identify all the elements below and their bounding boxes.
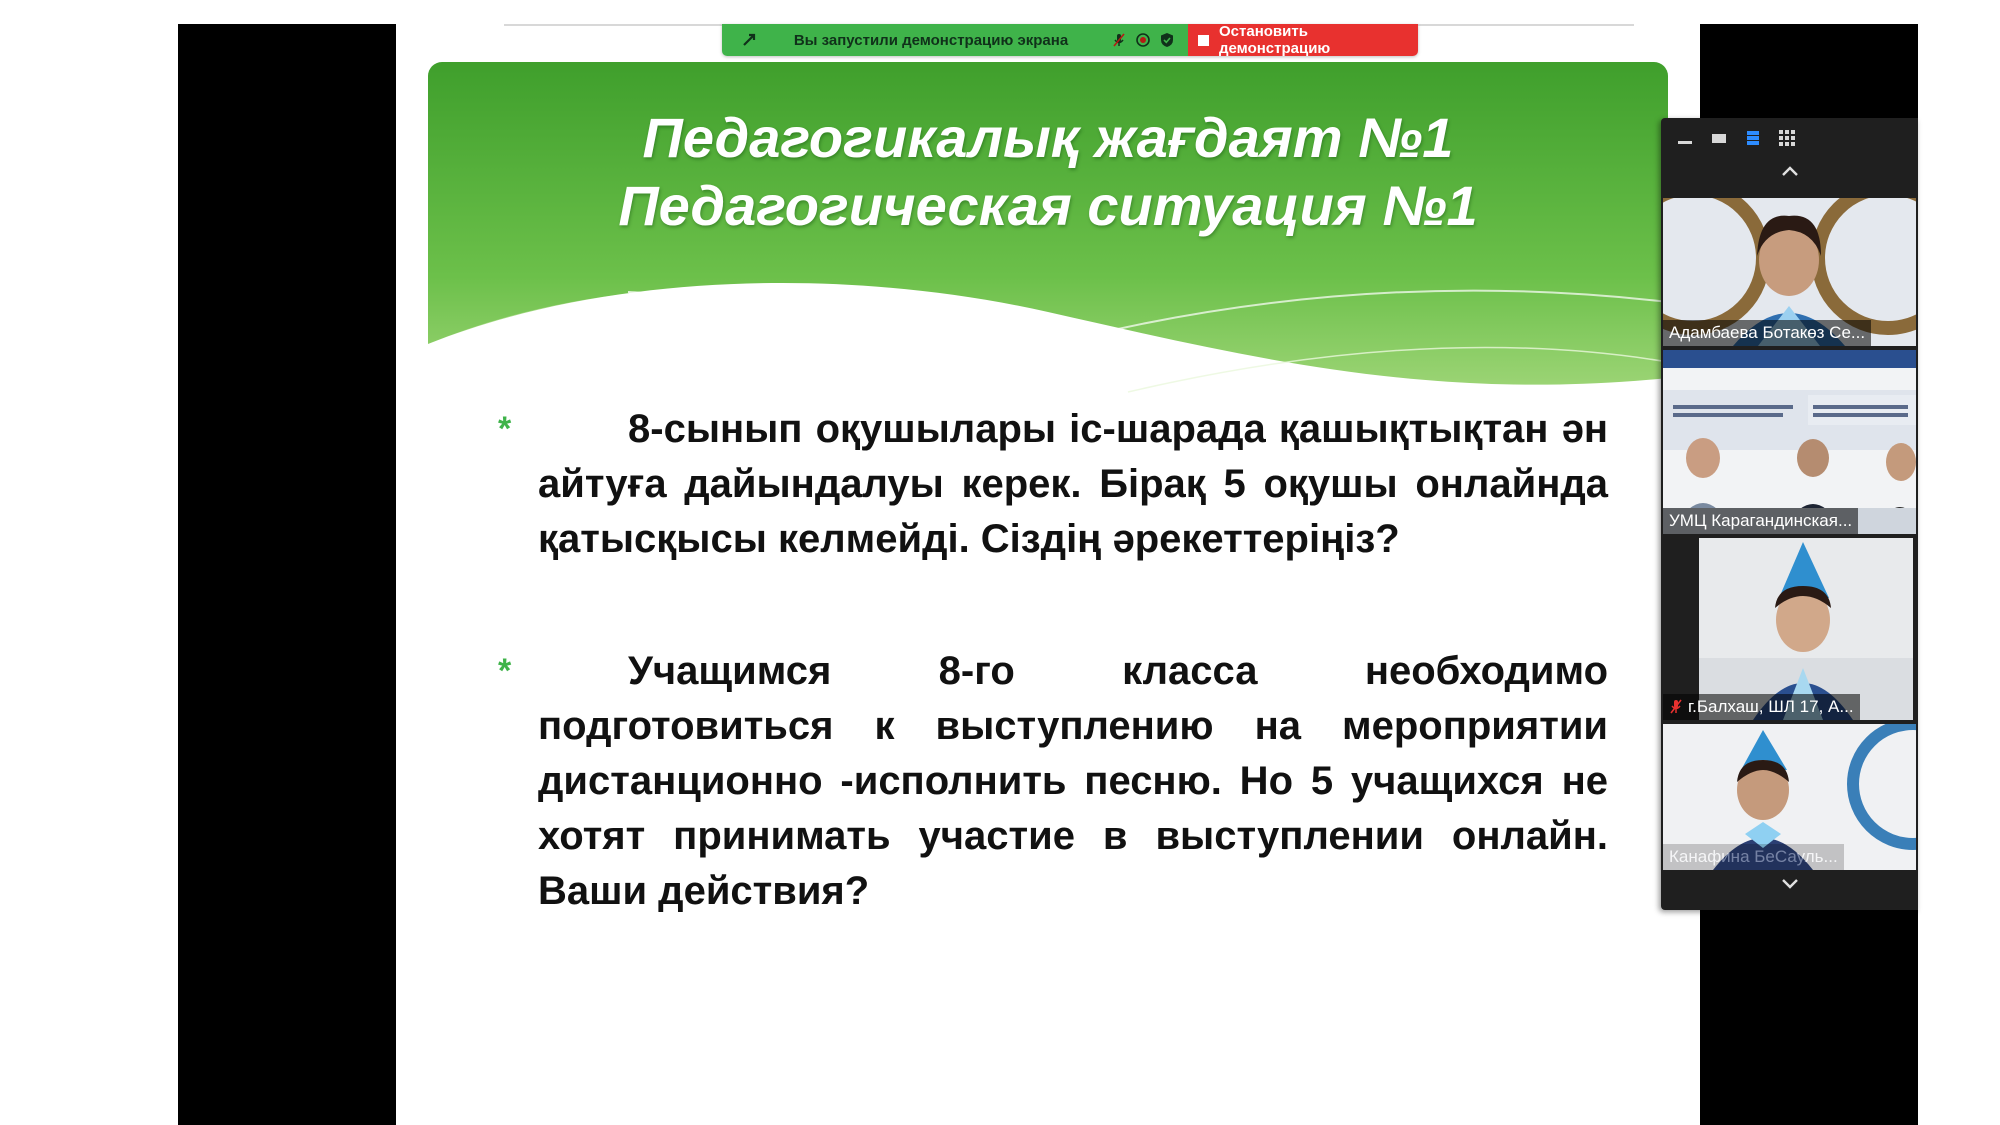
participant-tile[interactable] [1663,198,1916,346]
share-status-bar[interactable] [722,24,1188,56]
minimize-icon[interactable] [1675,128,1695,148]
slide-bullet-russian [498,644,1638,919]
bullet-star-icon: * [498,410,512,448]
scroll-down-button[interactable] [1661,873,1918,895]
slide-title-kazakh: Педагогикалық жағдаят №1 [642,106,1454,169]
security-shield-icon[interactable] [1158,31,1176,49]
participant-name: Адамбаева Ботакөз Се... [1663,320,1871,346]
bullet-text: Учащимся 8-го класса необходимо подготовиться к выступлению на мероприятии дистанционно -исполнить песню. Но 5 учащихся не хотят принимать участие в выступлении онлайн. Ваши действия? [538,649,1608,913]
share-indicator-icon [740,31,758,49]
stop-share-label: Остановить демонстрацию [1219,24,1331,56]
chevron-down-icon [1780,877,1800,891]
presentation-slide [428,62,1668,1062]
participant-video [1663,350,1916,534]
screen-share-toolbar [722,24,1418,56]
stop-square-icon [1198,35,1209,46]
participant-video-panel [1661,118,1918,910]
video-panel-toolbar [1661,118,1918,158]
participant-video [1663,538,1916,720]
participant-tile[interactable] [1663,538,1916,720]
scroll-up-button[interactable] [1661,160,1918,182]
muted-mic-icon [1669,699,1683,715]
mute-mic-icon[interactable] [1110,31,1128,49]
single-view-icon[interactable] [1709,128,1729,148]
participant-tile[interactable] [1663,724,1916,870]
slide-title [428,104,1668,240]
participant-tile[interactable] [1663,350,1916,534]
slide-bullet-kazakh [498,402,1638,567]
grid-view-icon[interactable] [1777,128,1797,148]
participant-name [1663,694,1860,720]
strip-view-icon[interactable] [1743,128,1763,148]
letterbox-left [178,24,396,1125]
share-status-text: Вы запустили демонстрацию экрана [793,31,1069,49]
chevron-up-icon [1780,164,1800,178]
bullet-star-icon: * [498,652,512,690]
record-icon[interactable] [1134,31,1152,49]
participant-name: Канафина БеСауль... [1663,844,1844,870]
bullet-text: 8-сынып оқушылары іс-шарада қашықтықтан ән айтуға дайындалуы керек. Бірақ 5 оқушы онлайнда қатысқысы келмейді. Сіздің әрекеттеріңіз? [538,407,1608,561]
slide-title-russian: Педагогическая ситуация №1 [618,174,1478,237]
participant-name: УМЦ Карагандинская... [1663,508,1858,534]
stop-share-button[interactable] [1188,24,1418,56]
participant-name-text: г.Балхаш, ШЛ 17, А... [1688,697,1854,716]
